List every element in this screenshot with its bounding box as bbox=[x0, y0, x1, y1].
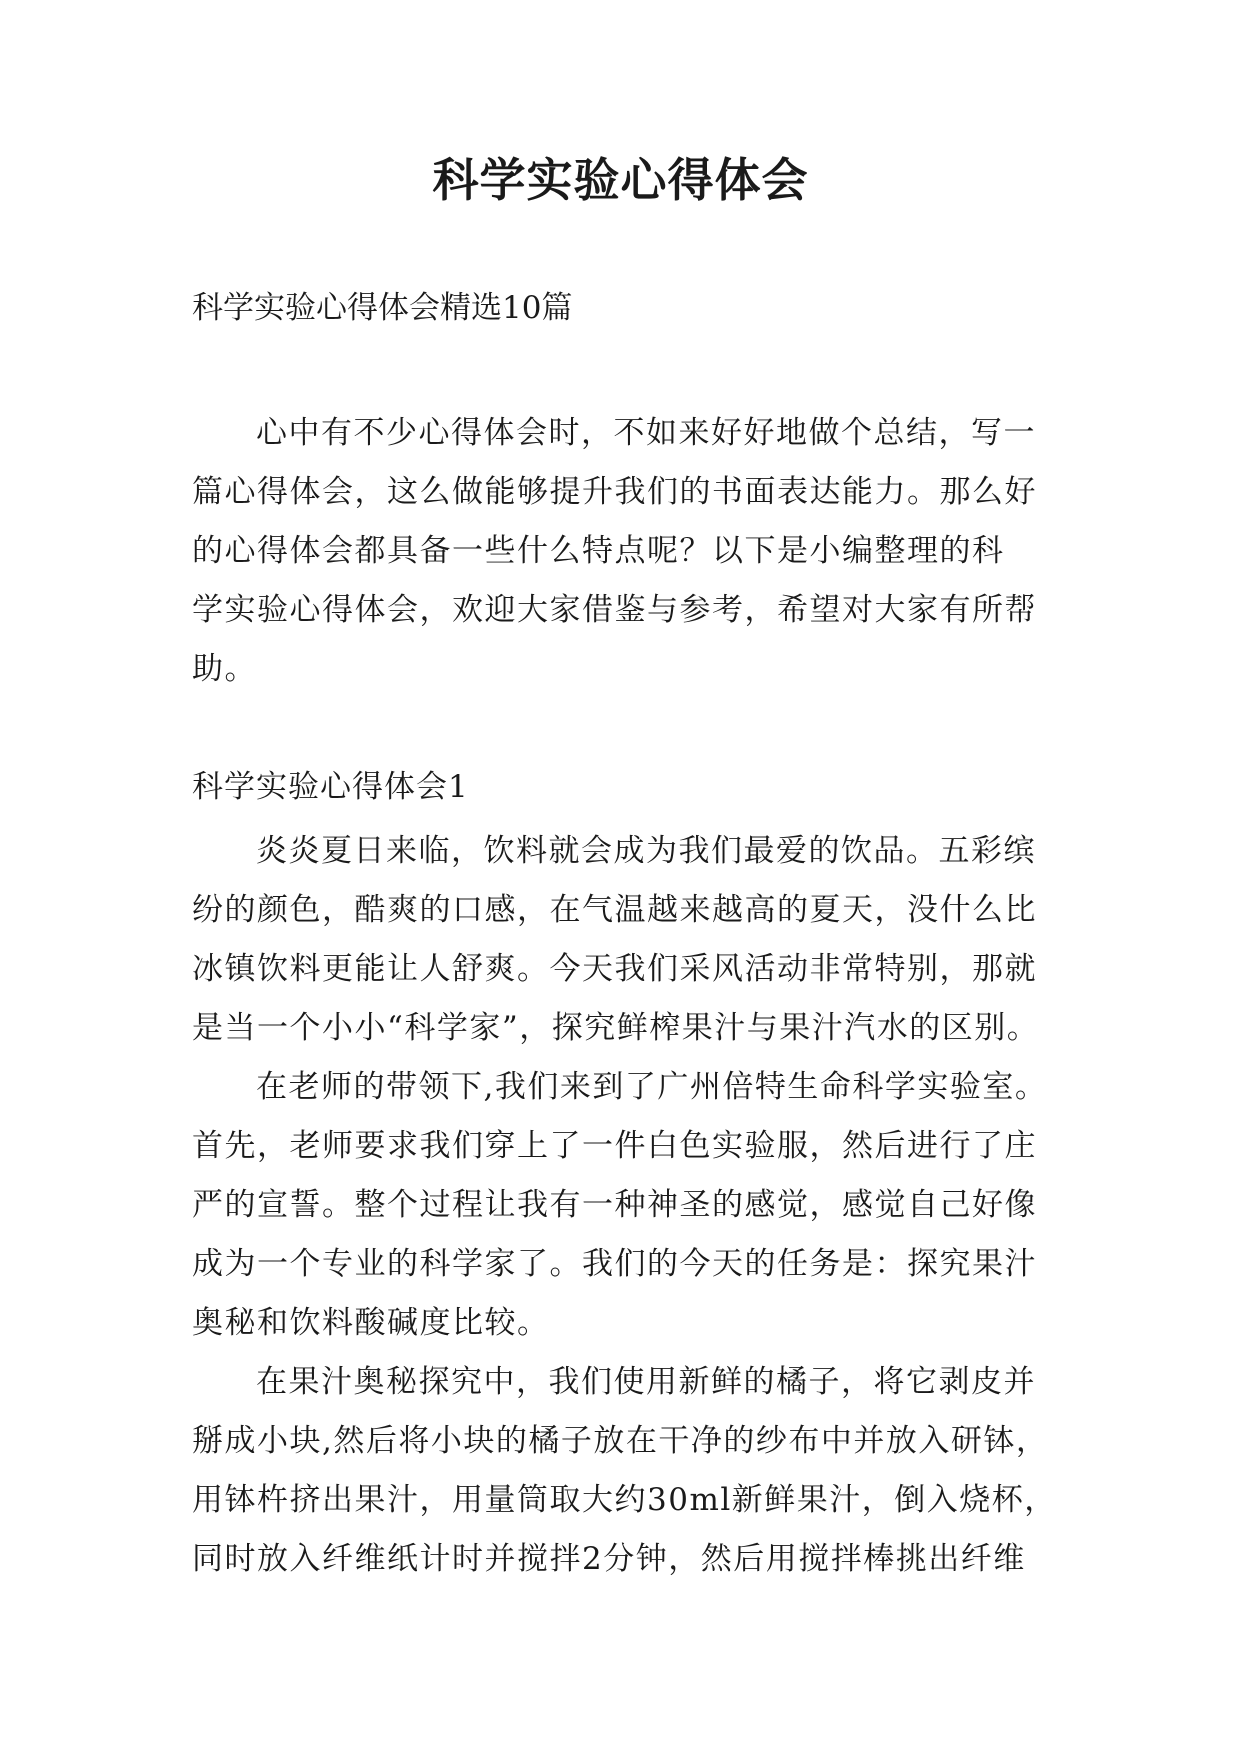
paragraph-line: 是当一个小小“科学家”，探究鲜榨果汁与果汁汽水的区别。 bbox=[192, 1010, 1040, 1046]
section1-paragraph-3 bbox=[192, 1353, 1062, 1589]
intro-line: 的心得体会都具备一些什么特点呢？以下是小编整理的科 bbox=[192, 533, 1005, 569]
document-title: 科学实验心得体会 bbox=[432, 153, 809, 207]
intro-paragraph bbox=[192, 404, 1062, 699]
paragraph-line: 在果汁奥秘探究中，我们使用新鲜的橘子，将它剥皮并 bbox=[256, 1364, 1036, 1400]
paragraph-line: 奥秘和饮料酸碱度比较。 bbox=[192, 1305, 550, 1341]
paragraph-line: 成为一个专业的科学家了。我们的今天的任务是：探究果汁 bbox=[192, 1246, 1037, 1282]
section1-paragraph-1 bbox=[192, 822, 1062, 1058]
paragraph-line: 用钵杵挤出果汁，用量筒取大约30ml新鲜果汁，倒入烧杯， bbox=[192, 1482, 1057, 1518]
paragraph-line: 纷的颜色，酷爽的口感，在气温越来越高的夏天，没什么比 bbox=[192, 892, 1037, 928]
paragraph-line: 冰镇饮料更能让人舒爽。今天我们采风活动非常特别，那就 bbox=[192, 951, 1037, 987]
intro-line: 学实验心得体会，欢迎大家借鉴与参考，希望对大家有所帮 bbox=[192, 592, 1037, 628]
section1-paragraph-2 bbox=[192, 1058, 1062, 1353]
document-subtitle: 科学实验心得体会精选10篇 bbox=[192, 290, 573, 326]
paragraph-line: 炎炎夏日来临，饮料就会成为我们最爱的饮品。五彩缤 bbox=[256, 833, 1036, 869]
paragraph-line: 同时放入纤维纸计时并搅拌2分钟，然后用搅拌棒挑出纤维 bbox=[192, 1541, 1026, 1577]
intro-line: 篇心得体会，这么做能够提升我们的书面表达能力。那么好 bbox=[192, 474, 1037, 510]
section-heading: 科学实验心得体会1 bbox=[192, 769, 469, 805]
intro-line: 心中有不少心得体会时，不如来好好地做个总结，写一 bbox=[256, 415, 1036, 451]
paragraph-line: 首先，老师要求我们穿上了一件白色实验服，然后进行了庄 bbox=[192, 1128, 1037, 1164]
paragraph-line: 掰成小块,然后将小块的橘子放在干净的纱布中并放入研钵， bbox=[192, 1423, 1049, 1459]
paragraph-line: 严的宣誓。整个过程让我有一种神圣的感觉，感觉自己好像 bbox=[192, 1187, 1037, 1223]
paragraph-line: 在老师的带领下,我们来到了广州倍特生命科学实验室。 bbox=[256, 1069, 1048, 1105]
intro-line: 助。 bbox=[192, 651, 257, 687]
